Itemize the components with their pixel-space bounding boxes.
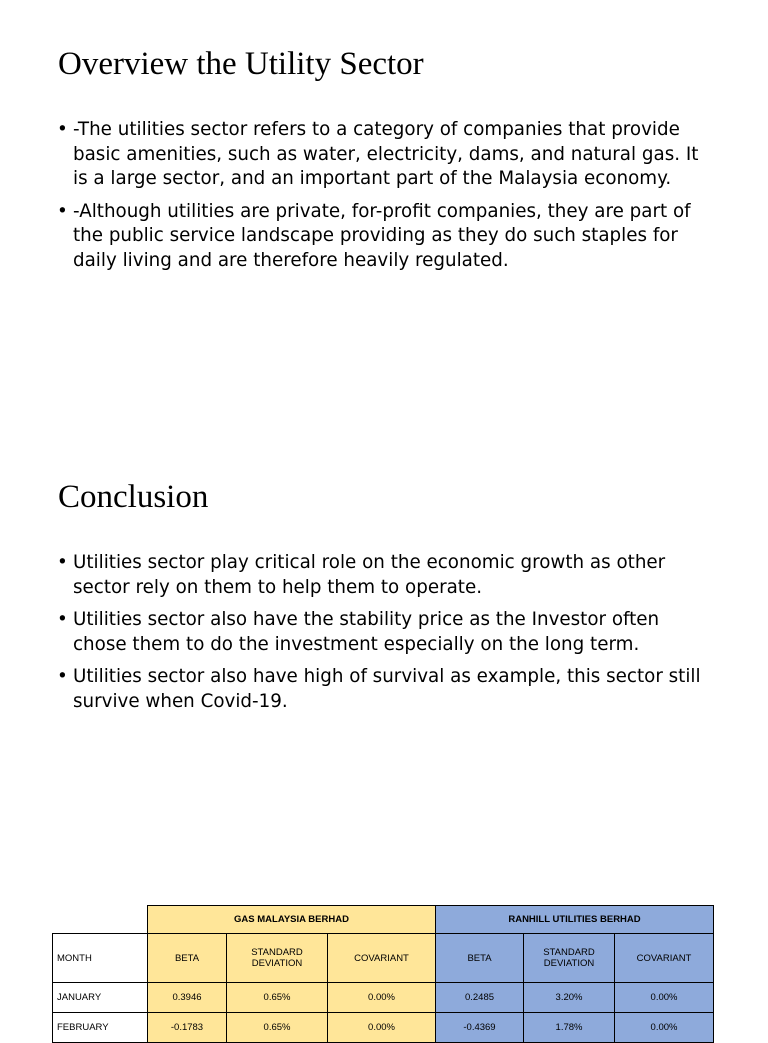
conclusion-bullet: • Utilities sector also have high of survival as example, this sector still survive when Covid-19. (57, 665, 717, 714)
conclusion-bullet-list (57, 551, 717, 722)
ranhill-covariant-cell: 0.00% (615, 983, 714, 1013)
month-cell: JANUARY (53, 983, 148, 1013)
table-group-header-row (53, 906, 714, 934)
gas-beta-cell: 0.3946 (148, 983, 227, 1013)
beta-table (52, 905, 714, 1043)
gas-covariant-header: COVARIANT (328, 934, 436, 983)
month-cell: FEBRUARY (53, 1013, 148, 1043)
gas-std-cell: 0.65% (227, 983, 328, 1013)
ranhill-beta-cell: 0.2485 (436, 983, 524, 1013)
conclusion-bullet: • Utilities sector also have the stability price as the Investor often chose them to do the investment especially on the long term. (57, 608, 717, 657)
overview-bullet-list (57, 118, 717, 281)
table-corner-cell (53, 906, 148, 934)
conclusion-title: Conclusion (58, 479, 209, 515)
gas-std-header: STANDARD DEVIATION (227, 934, 328, 983)
ranhill-group-header: RANHILL UTILITIES BERHAD (436, 906, 714, 934)
gas-std-cell: 0.65% (227, 1013, 328, 1043)
ranhill-std-cell: 1.78% (524, 1013, 615, 1043)
month-column-header: MONTH (53, 934, 148, 983)
ranhill-beta-cell: -0.4369 (436, 1013, 524, 1043)
conclusion-bullet: • Utilities sector play critical role on the economic growth as other sector rely on them to help them to operate. (57, 551, 717, 600)
gas-beta-cell: -0.1783 (148, 1013, 227, 1043)
table-column-header-row (53, 934, 714, 983)
gas-malaysia-group-header: GAS MALAYSIA BERHAD (148, 906, 436, 934)
ranhill-beta-header: BETA (436, 934, 524, 983)
ranhill-std-header: STANDARD DEVIATION (524, 934, 615, 983)
table-row (53, 1013, 714, 1043)
overview-title: Overview the Utility Sector (58, 46, 424, 82)
gas-covariant-cell: 0.00% (328, 983, 436, 1013)
ranhill-covariant-cell: 0.00% (615, 1013, 714, 1043)
ranhill-covariant-header: COVARIANT (615, 934, 714, 983)
ranhill-std-cell: 3.20% (524, 983, 615, 1013)
overview-bullet: • -Although utilities are private, for-profit companies, they are part of the public service landscape providing as they do such staples for daily living and are therefore heavily regulated. (57, 200, 717, 274)
gas-beta-header: BETA (148, 934, 227, 983)
table-row (53, 983, 714, 1013)
gas-covariant-cell: 0.00% (328, 1013, 436, 1043)
beta-table-container (52, 905, 714, 1043)
overview-bullet: • -The utilities sector refers to a category of companies that provide basic amenities, such as water, electricity, dams, and natural gas. It is a large sector, and an important part of the Malaysia economy. (57, 118, 717, 192)
